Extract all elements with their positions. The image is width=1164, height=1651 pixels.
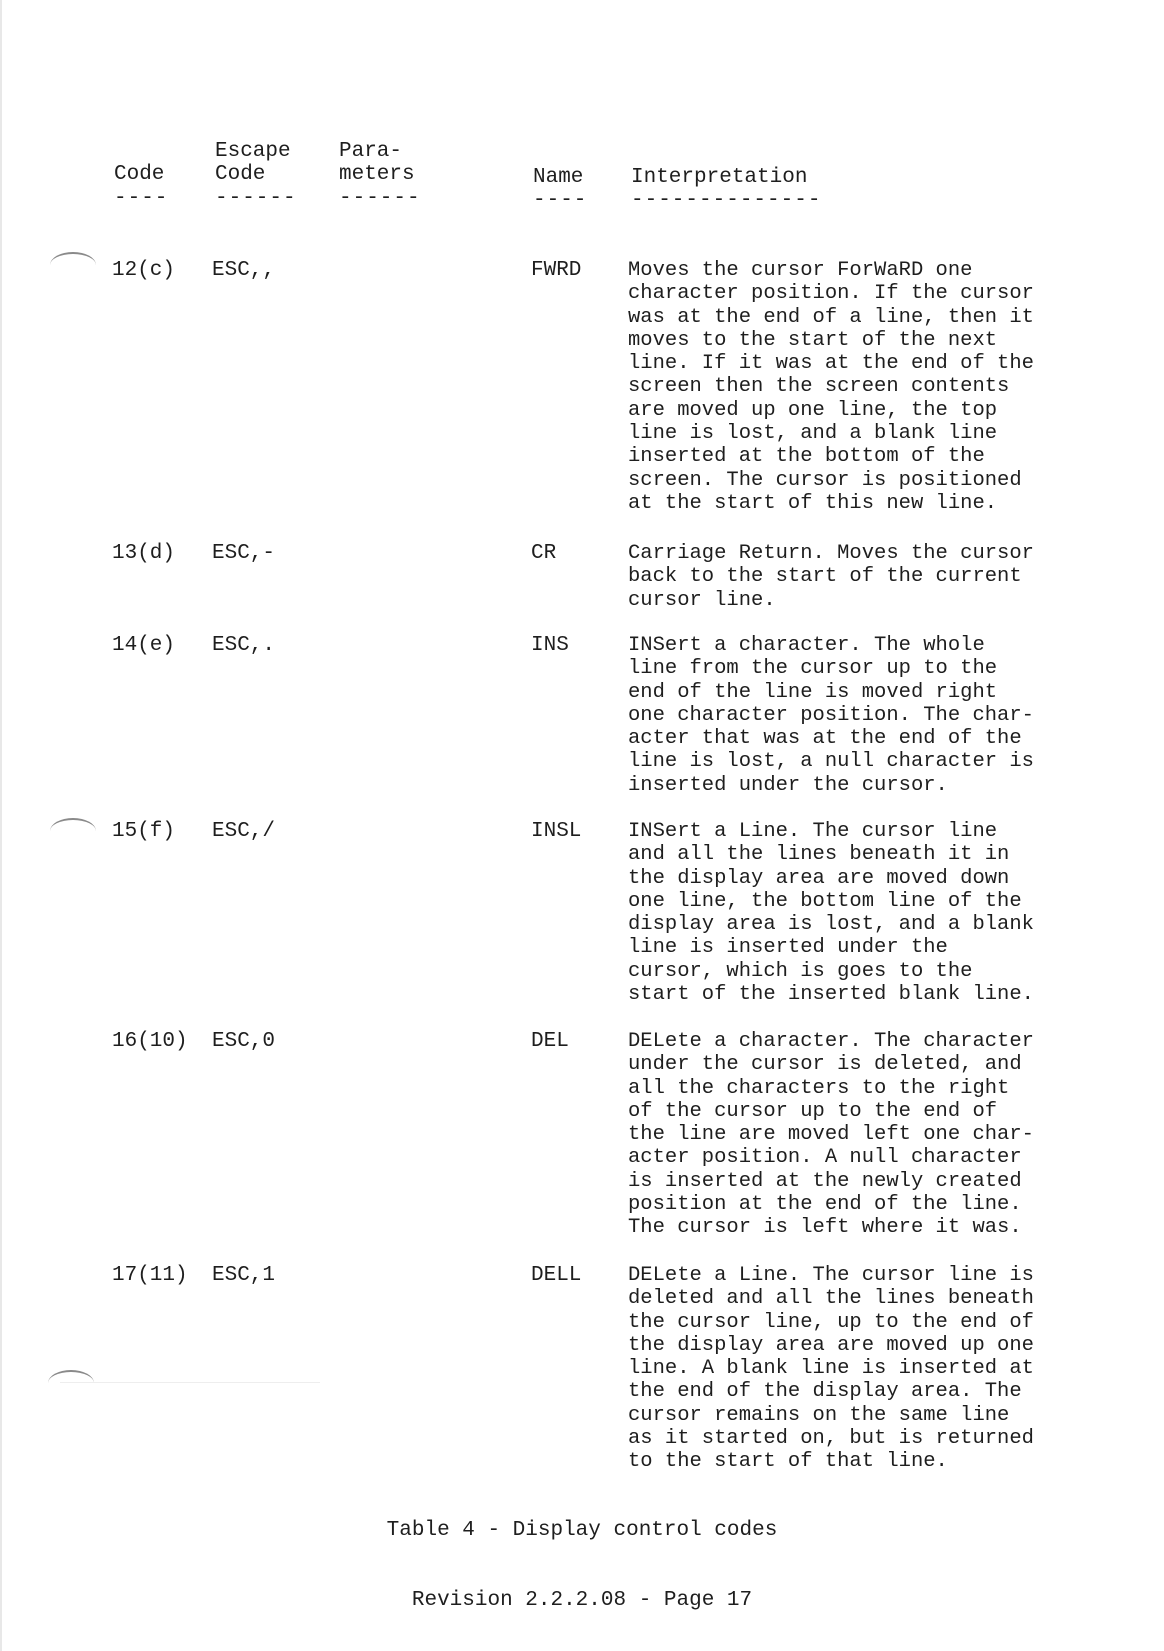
row-interpretation: Carriage Return. Moves the cursor back to the start of the current cursor line. bbox=[628, 542, 1034, 612]
header-interpretation: Interpretation bbox=[631, 166, 808, 189]
row-escape-code: ESC,1 bbox=[212, 1264, 276, 1287]
header-name: Name bbox=[533, 166, 584, 189]
row-name: INSL bbox=[531, 820, 582, 843]
scan-edge-line bbox=[0, 0, 2, 1651]
row-escape-code: ESC,. bbox=[212, 634, 276, 657]
row-name: INS bbox=[531, 634, 569, 657]
scan-artifact-rule bbox=[60, 1382, 320, 1383]
row-interpretation: INSert a character. The whole line from the cursor up to the end of the line is moved right one character position. The char- acter that was at the end of the line is lost, a null character is inserted under the cursor. bbox=[628, 634, 1034, 797]
row-interpretation: DELete a Line. The cursor line is deleted and all the lines beneath the cursor line, up to the end of the display area are moved up one line. A blank line is inserted at the end of the display area. The cursor remains on the same line as it started on, but is returned to the start of that line. bbox=[628, 1264, 1034, 1474]
row-interpretation: Moves the cursor ForWaRD one character position. If the cursor was at the end of a line, then it moves to the start of the next line. If it was at the end of the screen then the screen contents are moved up one line, the top line is lost, and a blank line inserted at the bottom of the screen. The cursor is positioned at the start of this new line. bbox=[628, 259, 1034, 515]
row-interpretation: INSert a Line. The cursor line and all the lines beneath it in the display area are moved down one line, the bottom line of the display area is lost, and a blank line is inserted under the cursor, which is goes to the start of the inserted blank line. bbox=[628, 820, 1034, 1007]
row-code: 13(d) bbox=[112, 542, 176, 565]
header-escape-code-line2: Code bbox=[215, 163, 266, 186]
header-escape-code-line1: Escape bbox=[215, 140, 291, 163]
row-code: 12(c) bbox=[112, 259, 176, 282]
header-parameters-line2: meters bbox=[339, 163, 415, 186]
table-caption: Table 4 - Display control codes bbox=[386, 1519, 778, 1542]
row-code: 14(e) bbox=[112, 634, 176, 657]
punch-hole-mark bbox=[50, 818, 96, 844]
row-name: DEL bbox=[531, 1030, 569, 1053]
row-code: 16(10) bbox=[112, 1030, 188, 1053]
row-name: DELL bbox=[531, 1264, 582, 1287]
row-name: CR bbox=[531, 542, 557, 565]
row-code: 15(f) bbox=[112, 820, 176, 843]
header-interpretation-underline: -------------- bbox=[631, 189, 822, 212]
header-name-underline: ---- bbox=[533, 189, 588, 212]
row-escape-code: ESC,/ bbox=[212, 820, 276, 843]
punch-hole-mark bbox=[50, 252, 96, 278]
header-code-underline: ---- bbox=[114, 187, 169, 210]
header-parameters-underline: ------ bbox=[339, 187, 421, 210]
punch-hole-mark bbox=[48, 1370, 94, 1396]
header-escape-underline: ------ bbox=[215, 187, 297, 210]
row-name: FWRD bbox=[531, 259, 582, 282]
row-escape-code: ESC,- bbox=[212, 542, 276, 565]
row-interpretation: DELete a character. The character under the cursor is deleted, and all the characters to the right of the cursor up to the end of the line are moved left one char- acter position. A null character is inserted at the newly created position at the end of the line. The cursor is left where it was. bbox=[628, 1030, 1034, 1240]
row-escape-code: ESC,0 bbox=[212, 1030, 276, 1053]
header-code: Code bbox=[114, 163, 165, 186]
header-parameters-line1: Para- bbox=[339, 140, 403, 163]
page-footer: Revision 2.2.2.08 - Page 17 bbox=[411, 1589, 753, 1612]
row-escape-code: ESC,, bbox=[212, 259, 276, 282]
row-code: 17(11) bbox=[112, 1264, 188, 1287]
